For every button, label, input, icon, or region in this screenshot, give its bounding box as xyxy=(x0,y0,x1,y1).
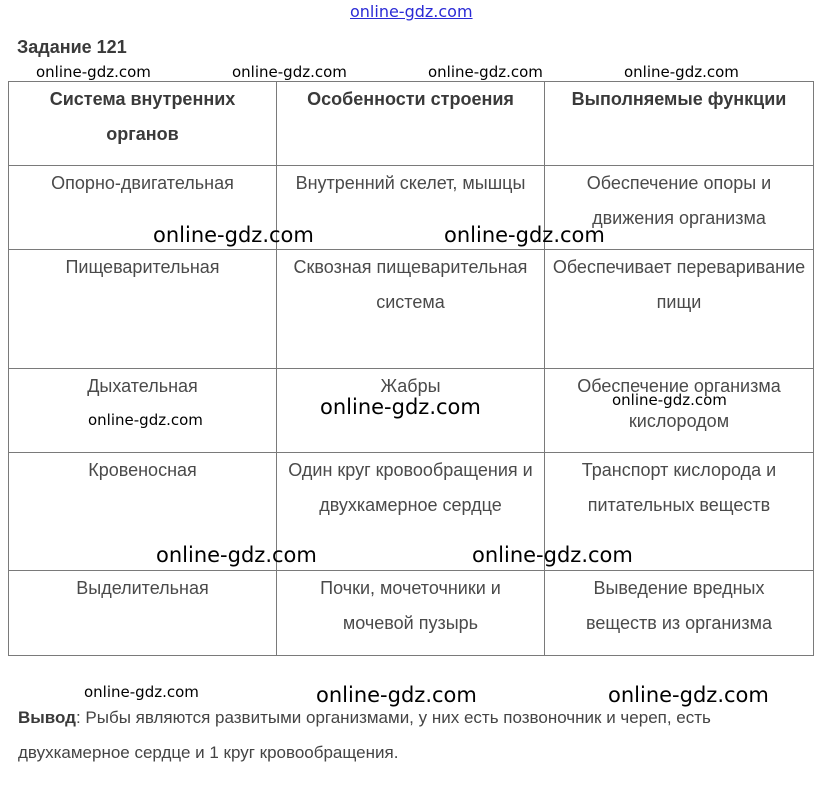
cell-function: Обеспечение опоры и движения организма xyxy=(545,166,814,250)
cell-structure: Жабры xyxy=(277,369,545,453)
watermark: online-gdz.com xyxy=(444,223,605,247)
site-link[interactable]: online-gdz.com xyxy=(350,2,473,21)
watermark: online-gdz.com xyxy=(88,411,203,429)
watermark: online-gdz.com xyxy=(232,63,347,81)
table-row xyxy=(9,166,814,250)
watermark: online-gdz.com xyxy=(153,223,314,247)
conclusion-paragraph xyxy=(18,700,808,770)
header-structure: Особенности строения xyxy=(277,82,545,166)
table-header-row xyxy=(9,82,814,166)
watermark: online-gdz.com xyxy=(320,395,481,419)
watermark: online-gdz.com xyxy=(84,683,199,701)
cell-system: Опорно-двигательная xyxy=(9,166,277,250)
watermark: online-gdz.com xyxy=(608,683,769,707)
watermark: online-gdz.com xyxy=(624,63,739,81)
watermark: online-gdz.com xyxy=(612,391,727,409)
cell-function: Обеспечение организма кислородом xyxy=(545,369,814,453)
cell-system: Дыхательная xyxy=(9,369,277,453)
cell-function: Выведение вредных веществ из организма xyxy=(545,571,814,656)
watermark: online-gdz.com xyxy=(316,683,477,707)
header-system: Система внутренних органов xyxy=(9,82,277,166)
cell-structure: Почки, мочеточники и мочевой пузырь xyxy=(277,571,545,656)
cell-system: Кровеносная xyxy=(9,453,277,571)
watermark: online-gdz.com xyxy=(36,63,151,81)
conclusion-label: Вывод xyxy=(18,708,76,727)
table-row xyxy=(9,250,814,369)
table-row xyxy=(9,453,814,571)
organ-systems-table xyxy=(8,81,814,656)
cell-function: Обеспечивает переваривание пищи xyxy=(545,250,814,369)
cell-structure: Сквозная пищеварительная система xyxy=(277,250,545,369)
task-title: Задание 121 xyxy=(17,37,127,57)
conclusion-text: : Рыбы являются развитыми организмами, у них есть позвоночник и череп, есть двухкамерное сердце и 1 круг кровообращения. xyxy=(18,708,711,762)
watermark: online-gdz.com xyxy=(428,63,543,81)
table-row xyxy=(9,571,814,656)
cell-system: Пищеварительная xyxy=(9,250,277,369)
cell-function: Транспорт кислорода и питательных веществ xyxy=(545,453,814,571)
header-function: Выполняемые функции xyxy=(545,82,814,166)
watermark: online-gdz.com xyxy=(472,543,633,567)
watermark: online-gdz.com xyxy=(156,543,317,567)
cell-system: Выделительная xyxy=(9,571,277,656)
cell-structure: Один круг кровообращения и двухкамерное сердце xyxy=(277,453,545,571)
cell-structure: Внутренний скелет, мышцы xyxy=(277,166,545,250)
